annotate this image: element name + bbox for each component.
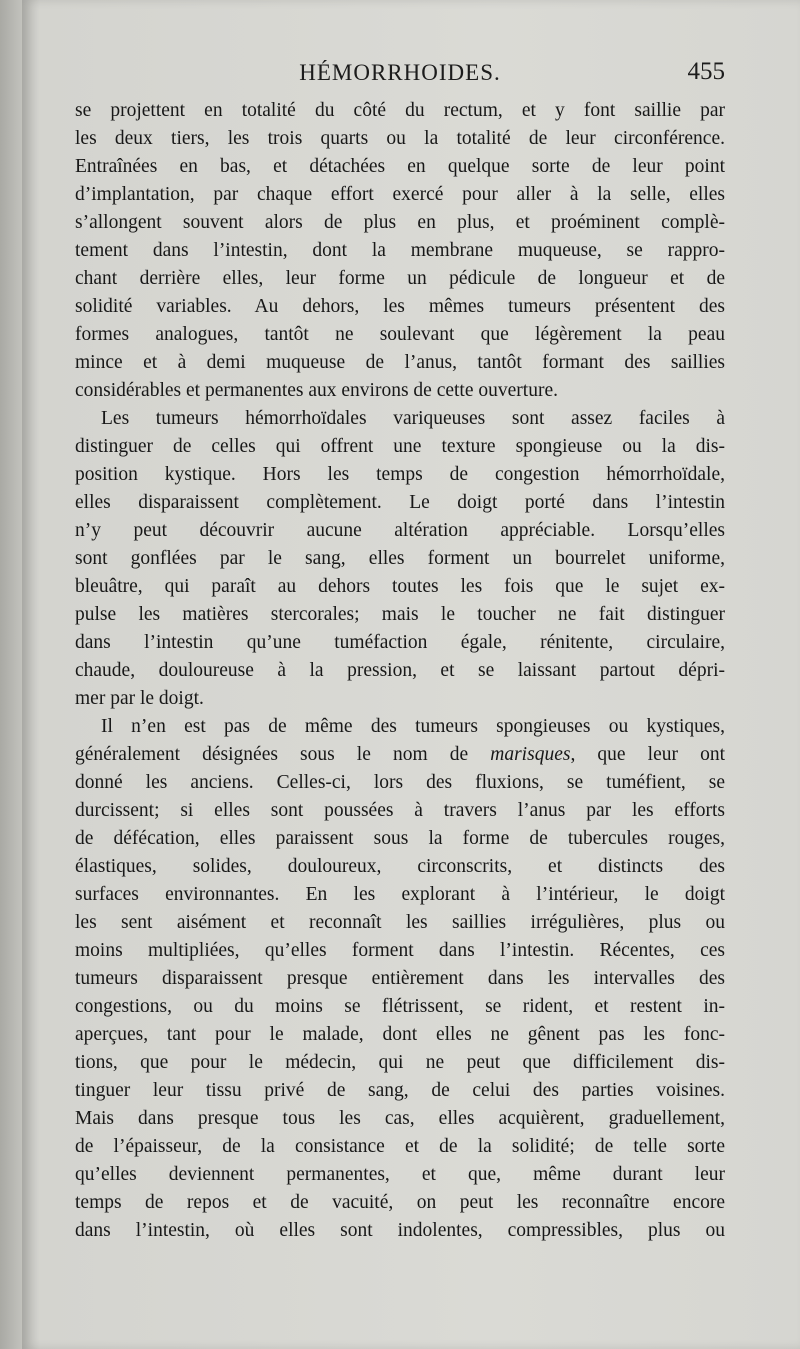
text-line-with-italic (75, 741, 725, 769)
text-line: les deux tiers, les trois quarts ou la totalité de leur circonférence. (75, 128, 725, 149)
text-line: qu’elles deviennent permanentes, et que, même durant leur (75, 1164, 725, 1185)
text-line: n’y peut découvrir aucune altération appréciable. Lorsqu’elles (75, 520, 725, 541)
text-line: mer par le doigt. (75, 688, 204, 709)
text-line: chaude, douloureuse à la pression, et se laissant partout dépri- (75, 660, 725, 681)
text-line: Mais dans presque tous les cas, elles acquièrent, graduellement, (75, 1108, 725, 1129)
text-line: dans l’intestin, où elles sont indolentes, compressibles, plus ou (75, 1220, 725, 1241)
text-line: mince et à demi muqueuse de l’anus, tantôt formant des saillies (75, 352, 725, 373)
text-line: sont gonflées par le sang, elles forment un bourrelet uniforme, (75, 548, 725, 569)
text-line: moins multipliées, qu’elles forment dans l’intestin. Récentes, ces (75, 940, 725, 961)
text-line: tement dans l’intestin, dont la membrane muqueuse, se rappro- (75, 240, 725, 261)
text-line: bleuâtre, qui paraît au dehors toutes les fois que le sujet ex- (75, 576, 725, 597)
text-fragment: généralement désignées sous le nom de (75, 744, 491, 765)
text-line: d’implantation, par chaque effort exercé pour aller à la selle, elles (75, 184, 725, 205)
text-line: aperçues, tant pour le malade, dont elles ne gênent pas les fonc- (75, 1024, 725, 1045)
text-line: temps de repos et de vacuité, on peut les reconnaître encore (75, 1192, 725, 1213)
text-line: congestions, ou du moins se flétrissent, se rident, et restent in- (75, 996, 725, 1017)
text-line: se projettent en totalité du côté du rectum, et y font saillie par (75, 100, 725, 121)
text-line: elles disparaissent complètement. Le doigt porté dans l’intestin (75, 492, 725, 513)
text-line: de défécation, elles paraissent sous la forme de tubercules rouges, (75, 828, 725, 849)
text-line: position kystique. Hors les temps de congestion hémorrhoïdale, (75, 464, 725, 485)
text-line: formes analogues, tantôt ne soulevant que légèrement la peau (75, 324, 725, 345)
text-line: de l’épaisseur, de la consistance et de la solidité; de telle sorte (75, 1136, 725, 1157)
page-gutter (0, 0, 22, 1349)
text-line: Les tumeurs hémorrhoïdales variqueuses sont assez faciles à (101, 408, 725, 429)
text-line: chant derrière elles, leur forme un pédicule de longueur et de (75, 268, 725, 289)
text-line: Entraînées en bas, et détachées en quelque sorte de leur point (75, 156, 725, 177)
text-line: tinguer leur tissu privé de sang, de celui des parties voisines. (75, 1080, 725, 1101)
text-line: tumeurs disparaissent presque entièrement dans les intervalles des (75, 968, 725, 989)
body-text (75, 97, 725, 1245)
text-line: surfaces environnantes. En les explorant à l’intérieur, le doigt (75, 884, 725, 905)
text-line: pulse les matières stercorales; mais le toucher ne fait distinguer (75, 604, 725, 625)
text-line: durcissent; si elles sont poussées à travers l’anus par les efforts (75, 800, 725, 821)
text-line: élastiques, solides, douloureux, circonscrits, et distincts des (75, 856, 725, 877)
text-line: Il n’en est pas de même des tumeurs spongieuses ou kystiques, (101, 716, 725, 737)
text-line: dans l’intestin qu’une tuméfaction égale, rénitente, circulaire, (75, 632, 725, 653)
text-line: considérables et permanentes aux environs de cette ouverture. (75, 380, 558, 401)
text-line: distinguer de celles qui offrent une texture spongieuse ou la dis- (75, 436, 725, 457)
page-number: 455 (687, 58, 725, 85)
text-line: donné les anciens. Celles-ci, lors des fluxions, se tuméfient, se (75, 772, 725, 793)
text-line: tions, que pour le médecin, qui ne peut que difficilement dis- (75, 1052, 725, 1073)
italic-term: marisques (490, 744, 571, 765)
text-fragment: , que leur ont (570, 744, 725, 765)
text-line: s’allongent souvent alors de plus en plus, et proéminent complè- (75, 212, 725, 233)
page-header (75, 58, 725, 92)
text-line: solidité variables. Au dehors, les mêmes tumeurs présentent des (75, 296, 725, 317)
running-title: HÉMORRHOIDES. (299, 60, 501, 85)
text-line: les sent aisément et reconnaît les saillies irrégulières, plus ou (75, 912, 725, 933)
